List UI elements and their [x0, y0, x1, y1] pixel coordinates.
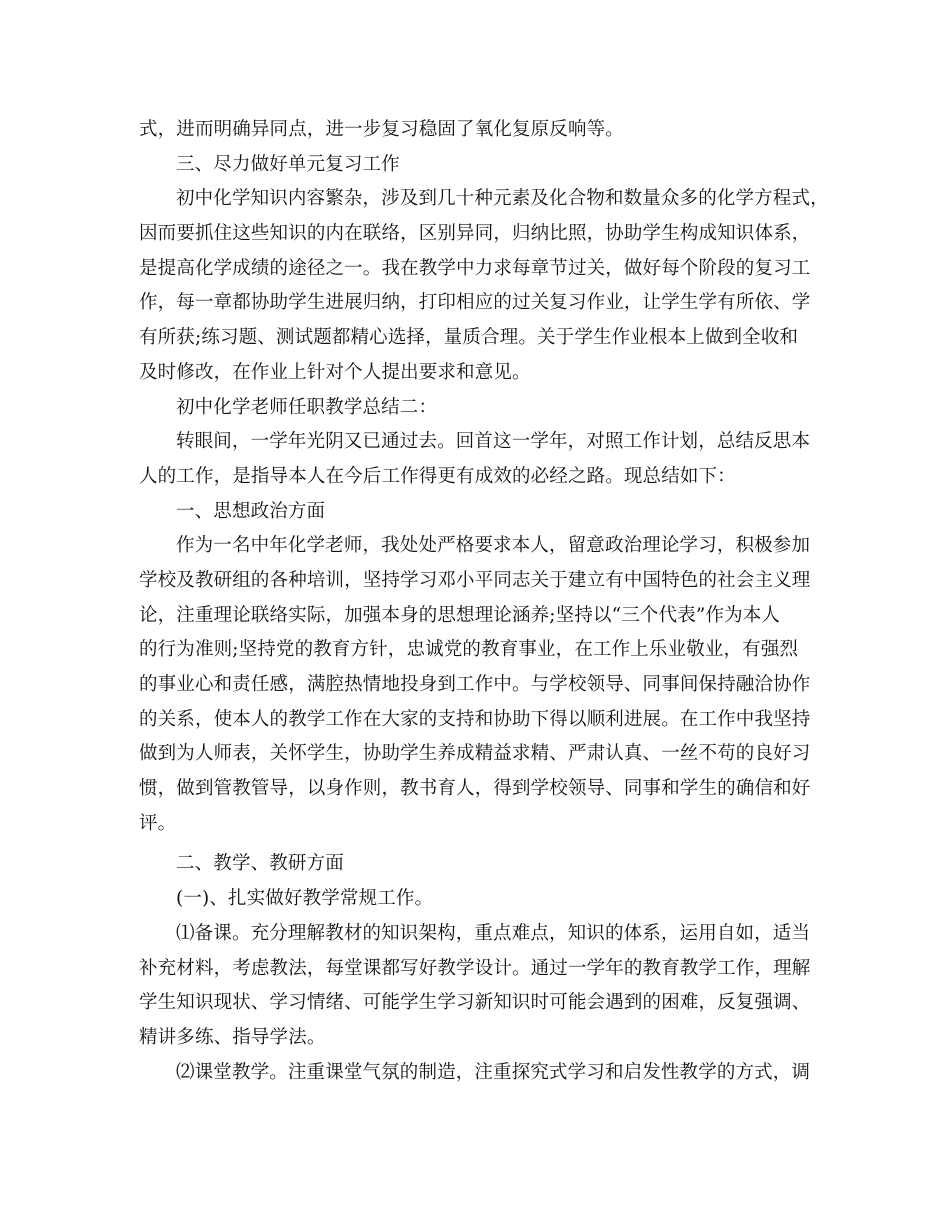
- paragraph-line: 评。: [139, 812, 177, 834]
- document-page: [139, 113, 829, 1090]
- paragraph-line: 式，进而明确异同点，进一步复习稳固了氧化复原反响等。: [139, 119, 624, 140]
- subsection-heading: (一)、扎实做好教学常规工作。: [176, 888, 434, 910]
- paragraph-line: 的行为准则;坚持党的教育方针，忠诚党的教育事业，在工作上乐业敬业，有强烈: [139, 639, 799, 661]
- paragraph-line: 及时修改，在作业上针对个人提出要求和意见。: [139, 361, 531, 383]
- paragraph-line: 转眼间，一学年光阴又已通过去。回首这一学年，对照工作计划，总结反思本: [176, 431, 811, 453]
- paragraph-line: 初中化学知识内容繁杂，涉及到几十种元素及化合物和数量众多的化学方程式，: [176, 188, 829, 210]
- paragraph-line: ⑴备课。充分理解教材的知识架构，重点难点，知识的体系，运用自如，适当: [176, 922, 811, 944]
- section-heading: 三、尽力做好单元复习工作: [176, 153, 400, 175]
- paragraph-line: 学生知识现状、学习情绪、可能学生学习新知识时可能会遇到的困难，反复强调、: [139, 992, 811, 1014]
- paragraph-line: 补充材料，考虑教法，每堂课都写好教学设计。通过一学年的教育教学工作，理解: [139, 957, 811, 979]
- paragraph-line: 论，注重理论联络实际，加强本身的思想理论涵养;坚持以“三个代表”作为本人: [139, 604, 781, 626]
- paragraph-line: 作为一名中年化学老师，我处处严格要求本人，留意政治理论学习，积极参加: [176, 535, 811, 557]
- paragraph-line: 有所获;练习题、测试题都精心选择，量质合理。关于学生作业根本上做到全收和: [139, 327, 799, 349]
- paragraph-line: 做到为人师表，关怀学生，协助学生养成精益求精、严肃认真、一丝不苟的良好习: [139, 743, 811, 765]
- section-heading: 初中化学老师任职教学总结二：: [176, 396, 438, 418]
- paragraph-line: 人的工作，是指导本人在今后工作得更有成效的必经之路。现总结如下：: [139, 465, 736, 487]
- paragraph-line: 的关系，使本人的教学工作在大家的支持和协助下得以顺利进展。在工作中我坚持: [139, 708, 811, 730]
- section-heading: 一、思想政治方面: [176, 500, 326, 522]
- paragraph-line: 作，每一章都协助学生进展归纳，打印相应的过关复习作业，让学生学有所依、学: [139, 292, 811, 314]
- section-heading: 二、教学、教研方面: [176, 853, 344, 875]
- paragraph-line: 惯，做到管教管导，以身作则，教书育人，得到学校领导、同事和学生的确信和好: [139, 778, 811, 800]
- paragraph-line: 精讲多练、指导学法。: [139, 1026, 326, 1048]
- paragraph-line: 的事业心和责任感，满腔热情地投身到工作中。与学校领导、同事间保持融洽协作: [139, 674, 811, 695]
- paragraph-line: 学校及教研组的各种培训，坚持学习邓小平同志关于建立有中国特色的社会主义理: [139, 569, 811, 591]
- paragraph-line: 因而要抓住这些知识的内在联络，区别异同，归纳比照，协助学生构成知识体系，: [139, 223, 811, 245]
- paragraph-line: ⑵课堂教学。注重课堂气氛的制造，注重探究式学习和启发性教学的方式，调: [176, 1061, 811, 1083]
- paragraph-line: 是提高化学成绩的途径之一。我在教学中力求每章节过关，做好每个阶段的复习工: [139, 257, 811, 279]
